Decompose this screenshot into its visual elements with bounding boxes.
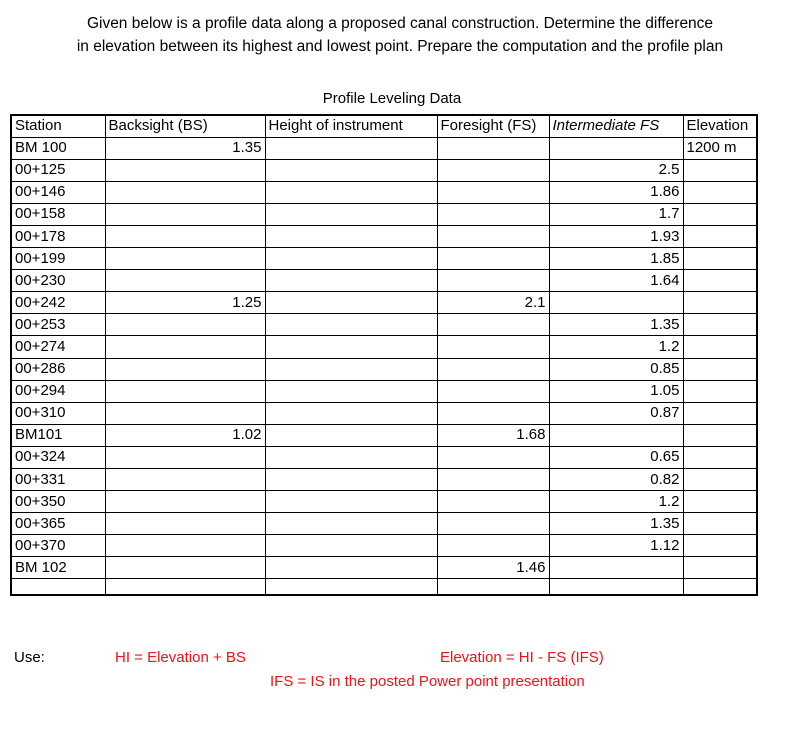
table-row bbox=[11, 402, 757, 424]
station-cell: 00+146 bbox=[11, 181, 105, 203]
foresight-cell bbox=[437, 535, 549, 557]
hi-formula: HI = Elevation + BS bbox=[115, 649, 246, 666]
intermediate-fs-cell: 1.93 bbox=[549, 225, 683, 247]
station-cell: 00+158 bbox=[11, 203, 105, 225]
ifs-note: IFS = IS in the posted Power point presentation bbox=[270, 673, 585, 690]
height-of-instrument-cell bbox=[265, 225, 437, 247]
backsight-cell bbox=[105, 248, 265, 270]
elevation-cell bbox=[683, 380, 757, 402]
profile-leveling-table bbox=[10, 114, 758, 596]
header-station: Station bbox=[11, 115, 105, 137]
header-height-of-instrument: Height of instrument bbox=[265, 115, 437, 137]
station-cell: 00+370 bbox=[11, 535, 105, 557]
table-row bbox=[11, 181, 757, 203]
foresight-cell bbox=[437, 159, 549, 181]
problem-line-2: in elevation between its highest and lowest point. Prepare the computation and the profile plan bbox=[76, 38, 724, 55]
elevation-cell bbox=[683, 248, 757, 270]
backsight-cell bbox=[105, 535, 265, 557]
intermediate-fs-cell bbox=[549, 137, 683, 159]
foresight-cell bbox=[437, 402, 549, 424]
station-cell: 00+365 bbox=[11, 513, 105, 535]
intermediate-fs-cell: 1.2 bbox=[549, 491, 683, 513]
height-of-instrument-cell bbox=[265, 557, 437, 579]
elevation-cell bbox=[683, 446, 757, 468]
elevation-cell bbox=[683, 159, 757, 181]
elevation-cell bbox=[683, 469, 757, 491]
blank-cell bbox=[105, 579, 265, 595]
backsight-cell bbox=[105, 203, 265, 225]
foresight-cell bbox=[437, 270, 549, 292]
station-cell: 00+310 bbox=[11, 402, 105, 424]
intermediate-fs-cell: 1.12 bbox=[549, 535, 683, 557]
intermediate-fs-cell: 1.35 bbox=[549, 314, 683, 336]
foresight-cell: 1.46 bbox=[437, 557, 549, 579]
backsight-cell bbox=[105, 358, 265, 380]
table-blank-row bbox=[11, 579, 757, 595]
table-row bbox=[11, 336, 757, 358]
table-row bbox=[11, 513, 757, 535]
intermediate-fs-cell: 1.05 bbox=[549, 380, 683, 402]
table-row bbox=[11, 270, 757, 292]
height-of-instrument-cell bbox=[265, 137, 437, 159]
backsight-cell bbox=[105, 314, 265, 336]
blank-cell bbox=[265, 579, 437, 595]
problem-line-1: Given below is a profile data along a proposed canal construction. Determine the difference bbox=[86, 15, 714, 32]
header-backsight: Backsight (BS) bbox=[105, 115, 265, 137]
table-row bbox=[11, 225, 757, 247]
height-of-instrument-cell bbox=[265, 181, 437, 203]
station-cell: 00+274 bbox=[11, 336, 105, 358]
intermediate-fs-cell: 1.85 bbox=[549, 248, 683, 270]
backsight-cell bbox=[105, 446, 265, 468]
elevation-cell bbox=[683, 358, 757, 380]
elevation-cell bbox=[683, 557, 757, 579]
foresight-cell bbox=[437, 248, 549, 270]
table-row bbox=[11, 314, 757, 336]
table-row bbox=[11, 469, 757, 491]
table-row bbox=[11, 491, 757, 513]
height-of-instrument-cell bbox=[265, 358, 437, 380]
foresight-cell bbox=[437, 380, 549, 402]
backsight-cell bbox=[105, 225, 265, 247]
elevation-cell bbox=[683, 336, 757, 358]
station-cell: 00+324 bbox=[11, 446, 105, 468]
height-of-instrument-cell bbox=[265, 402, 437, 424]
elevation-cell bbox=[683, 270, 757, 292]
height-of-instrument-cell bbox=[265, 203, 437, 225]
table-row bbox=[11, 159, 757, 181]
intermediate-fs-cell: 0.65 bbox=[549, 446, 683, 468]
elevation-cell bbox=[683, 491, 757, 513]
foresight-cell bbox=[437, 314, 549, 336]
backsight-cell bbox=[105, 181, 265, 203]
height-of-instrument-cell bbox=[265, 248, 437, 270]
foresight-cell bbox=[437, 513, 549, 535]
station-cell: 00+199 bbox=[11, 248, 105, 270]
elevation-cell bbox=[683, 181, 757, 203]
foresight-cell bbox=[437, 358, 549, 380]
station-cell: BM101 bbox=[11, 424, 105, 446]
intermediate-fs-cell: 1.35 bbox=[549, 513, 683, 535]
blank-cell bbox=[437, 579, 549, 595]
elevation-formula: Elevation = HI - FS (IFS) bbox=[440, 649, 604, 666]
height-of-instrument-cell bbox=[265, 314, 437, 336]
intermediate-fs-cell bbox=[549, 292, 683, 314]
blank-cell bbox=[549, 579, 683, 595]
intermediate-fs-cell: 1.2 bbox=[549, 336, 683, 358]
height-of-instrument-cell bbox=[265, 270, 437, 292]
table-body bbox=[11, 115, 757, 595]
elevation-cell bbox=[683, 513, 757, 535]
table-row bbox=[11, 248, 757, 270]
blank-cell bbox=[683, 579, 757, 595]
intermediate-fs-cell: 2.5 bbox=[549, 159, 683, 181]
elevation-cell bbox=[683, 535, 757, 557]
height-of-instrument-cell bbox=[265, 535, 437, 557]
foresight-cell bbox=[437, 137, 549, 159]
height-of-instrument-cell bbox=[265, 469, 437, 491]
table-row bbox=[11, 380, 757, 402]
foresight-cell bbox=[437, 469, 549, 491]
table-row bbox=[11, 203, 757, 225]
foresight-cell: 2.1 bbox=[437, 292, 549, 314]
foresight-cell bbox=[437, 336, 549, 358]
height-of-instrument-cell bbox=[265, 446, 437, 468]
station-cell: 00+230 bbox=[11, 270, 105, 292]
station-cell: BM 102 bbox=[11, 557, 105, 579]
backsight-cell bbox=[105, 159, 265, 181]
header-elevation: Elevation bbox=[683, 115, 757, 137]
elevation-cell bbox=[683, 203, 757, 225]
height-of-instrument-cell bbox=[265, 292, 437, 314]
table-header-row bbox=[11, 115, 757, 137]
elevation-cell: 1200 m bbox=[683, 137, 757, 159]
backsight-cell bbox=[105, 469, 265, 491]
height-of-instrument-cell bbox=[265, 513, 437, 535]
station-cell: 00+294 bbox=[11, 380, 105, 402]
table-row bbox=[11, 292, 757, 314]
height-of-instrument-cell bbox=[265, 424, 437, 446]
backsight-cell: 1.25 bbox=[105, 292, 265, 314]
intermediate-fs-cell: 1.64 bbox=[549, 270, 683, 292]
intermediate-fs-cell: 0.82 bbox=[549, 469, 683, 491]
station-cell: 00+242 bbox=[11, 292, 105, 314]
intermediate-fs-cell: 1.86 bbox=[549, 181, 683, 203]
intermediate-fs-cell bbox=[549, 424, 683, 446]
foresight-cell bbox=[437, 225, 549, 247]
backsight-cell bbox=[105, 402, 265, 424]
table-row bbox=[11, 557, 757, 579]
foresight-cell bbox=[437, 181, 549, 203]
problem-statement bbox=[0, 12, 800, 58]
foresight-cell: 1.68 bbox=[437, 424, 549, 446]
backsight-cell bbox=[105, 491, 265, 513]
header-foresight: Foresight (FS) bbox=[437, 115, 549, 137]
table-caption: Profile Leveling Data bbox=[322, 90, 462, 107]
backsight-cell bbox=[105, 380, 265, 402]
elevation-cell bbox=[683, 424, 757, 446]
backsight-cell bbox=[105, 270, 265, 292]
elevation-cell bbox=[683, 314, 757, 336]
station-cell: 00+286 bbox=[11, 358, 105, 380]
table-row bbox=[11, 358, 757, 380]
station-cell: 00+350 bbox=[11, 491, 105, 513]
table-row bbox=[11, 137, 757, 159]
station-cell: 00+178 bbox=[11, 225, 105, 247]
height-of-instrument-cell bbox=[265, 491, 437, 513]
backsight-cell bbox=[105, 557, 265, 579]
table-row bbox=[11, 535, 757, 557]
station-cell: 00+125 bbox=[11, 159, 105, 181]
foresight-cell bbox=[437, 203, 549, 225]
intermediate-fs-cell bbox=[549, 557, 683, 579]
height-of-instrument-cell bbox=[265, 159, 437, 181]
use-label: Use: bbox=[14, 649, 45, 666]
table-row bbox=[11, 424, 757, 446]
elevation-cell bbox=[683, 225, 757, 247]
backsight-cell: 1.35 bbox=[105, 137, 265, 159]
station-cell: 00+331 bbox=[11, 469, 105, 491]
table-row bbox=[11, 446, 757, 468]
intermediate-fs-cell: 0.87 bbox=[549, 402, 683, 424]
foresight-cell bbox=[437, 446, 549, 468]
elevation-cell bbox=[683, 292, 757, 314]
intermediate-fs-cell: 1.7 bbox=[549, 203, 683, 225]
station-cell: BM 100 bbox=[11, 137, 105, 159]
backsight-cell: 1.02 bbox=[105, 424, 265, 446]
height-of-instrument-cell bbox=[265, 380, 437, 402]
elevation-cell bbox=[683, 402, 757, 424]
backsight-cell bbox=[105, 336, 265, 358]
station-cell: 00+253 bbox=[11, 314, 105, 336]
foresight-cell bbox=[437, 491, 549, 513]
header-intermediate-fs: Intermediate FS bbox=[549, 115, 683, 137]
intermediate-fs-cell: 0.85 bbox=[549, 358, 683, 380]
height-of-instrument-cell bbox=[265, 336, 437, 358]
blank-cell bbox=[11, 579, 105, 595]
backsight-cell bbox=[105, 513, 265, 535]
